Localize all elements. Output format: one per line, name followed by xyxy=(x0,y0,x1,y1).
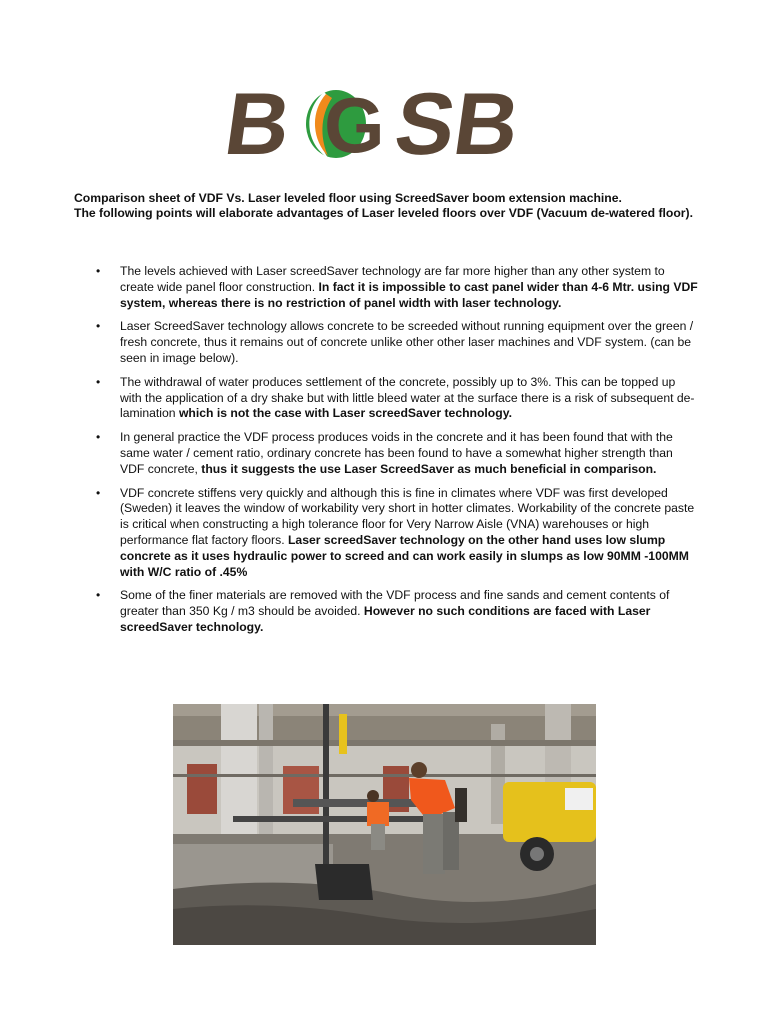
list-item-text: Laser ScreedSaver technology allows concrete to be screeded without running equipment over the green / fresh concrete, thus it remains out of concrete unlike other other laser machines and VDF system. (can be seen in image below). xyxy=(120,319,694,365)
list-item-bold-text: thus it suggests the use Laser ScreedSaver as much beneficial in comparison. xyxy=(201,461,657,476)
bgsb-logo xyxy=(219,74,534,173)
bullet-icon: • xyxy=(96,430,101,445)
intro-line-2: The following points will elaborate advantages of Laser leveled floors over VDF (Vacuum de-watered floor). xyxy=(74,206,693,220)
list-item-bold-text: However no such conditions are faced with Laser screedSaver technology. xyxy=(120,604,651,634)
intro-heading xyxy=(74,191,698,221)
logo-letter-b1: B xyxy=(219,74,297,173)
list-item-bold-text: Laser screedSaver technology on the other hand uses low slump concrete as it uses hydraulic power to screed and can work easily in slumps as low 90MM -100MM with W/C ratio of .45% xyxy=(120,532,689,579)
logo-letter-g: G xyxy=(324,81,385,169)
logo-letters-sb: SB xyxy=(389,74,526,173)
bullet-icon: • xyxy=(96,264,101,278)
list-item xyxy=(74,588,698,635)
list-item-text: The levels achieved with Laser screedSaver technology are far more higher than any other system to create wide panel floor construction. xyxy=(120,264,665,294)
list-item-text: VDF concrete stiffens very quickly and although this is fine in climates where VDF was first developed (Sweden) it leaves the window of workability very short in hotter climates. Workability of the concrete paste is critical when constructing a high tolerance floor for Very Narrow Aisle (VNA) warehouses or high performance flat factory floors. xyxy=(120,485,695,547)
list-item-text: Some of the finer materials are removed with the VDF process and fine sands and cement contents of greater than 350 Kg / m3 should be avoided. xyxy=(120,588,670,619)
list-item xyxy=(74,319,698,366)
list-item-bold-text: which is not the case with Laser screedSaver technology. xyxy=(178,406,512,421)
intro-line-1: Comparison sheet of VDF Vs. Laser leveled floor using ScreedSaver boom extension machine. xyxy=(74,191,622,205)
photo-illustration xyxy=(173,704,596,945)
list-item-bold-text: In fact it is impossible to cast panel wider than 4-6 Mtr. using VDF system, whereas there is no restriction of panel width with laser technology. xyxy=(120,279,698,310)
list-item xyxy=(74,264,698,311)
bullet-icon: • xyxy=(96,485,101,500)
bullet-icon: • xyxy=(96,588,101,603)
logo-g-emblem xyxy=(306,81,385,169)
bullet-icon: • xyxy=(96,319,101,334)
list-item xyxy=(74,486,698,581)
list-item xyxy=(74,375,698,422)
bgsb-logo-graphic xyxy=(219,74,534,173)
list-item-text: The withdrawal of water produces settlement of the concrete, possibly up to 3%. This can be topped up with the application of a dry shake but with little bleed water at the surface there is a risk of subsequent de-lamination xyxy=(120,374,695,421)
list-item xyxy=(74,430,698,477)
construction-site-photo xyxy=(173,704,596,945)
advantages-list xyxy=(74,264,698,644)
list-item-text: In general practice the VDF process produces voids in the concrete and it has been found that with the same water / cement ratio, ordinary concrete has been found to have a somewhat higher strength than VDF concrete, xyxy=(120,430,673,476)
bullet-icon: • xyxy=(96,374,101,389)
